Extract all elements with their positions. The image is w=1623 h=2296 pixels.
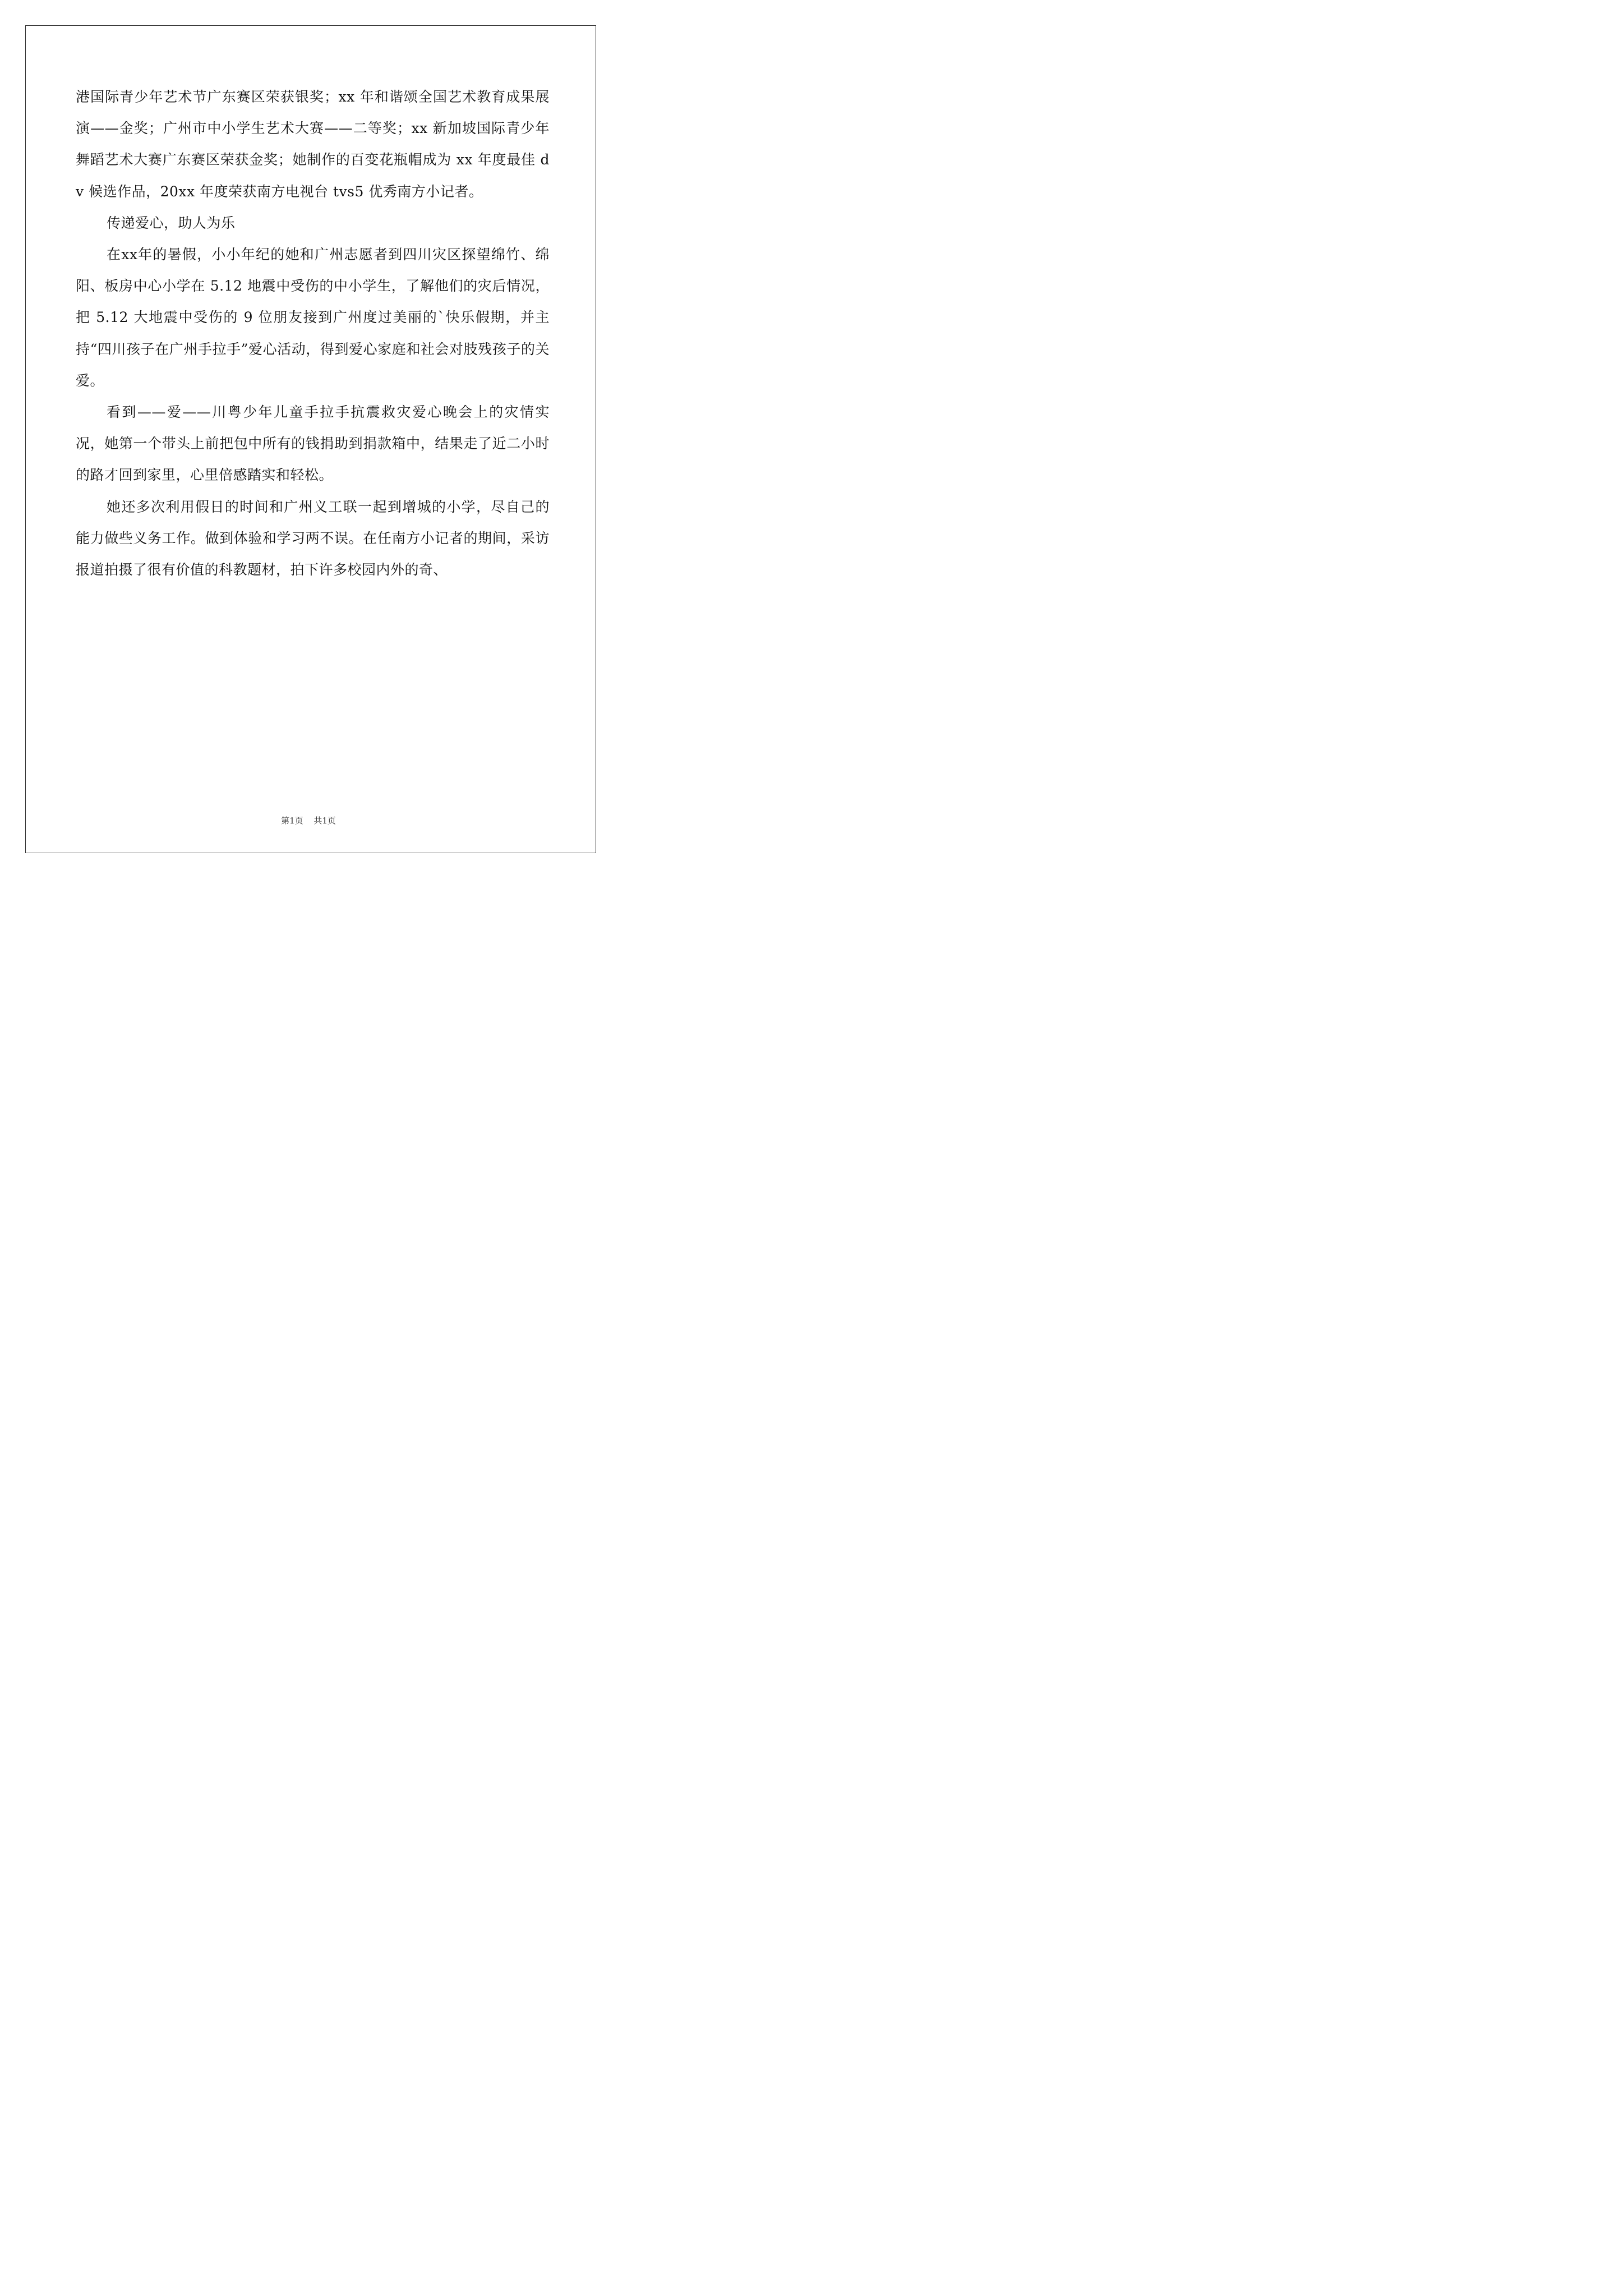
paragraph-sichuan-volunteering: 在xx年的暑假，小小年纪的她和广州志愿者到四川灾区探望绵竹、绵阳、板房中心小学在 5.12 地震中受伤的中小学生，了解他们的灾后情况，把 5.12 大地震中受伤的 9 位朋友接到广州度过美丽的`快乐假期，并主持“四川孩子在广州手拉手”爱心活动，得到爱心家庭和社会对肢残孩子的关爱。 [76, 246, 550, 389]
page-footer [0, 815, 617, 826]
paragraph-awards: 港国际青少年艺术节广东赛区荣获银奖；xx 年和谐颂全国艺术教育成果展演——金奖；广州市中小学生艺术大赛——二等奖；xx 新加坡国际青少年舞蹈艺术大赛广东赛区荣获金奖；她制作的百变花瓶帽成为 xx 年度最佳 dv 候选作品，20xx 年度荣获南方电视台 tvs5 优秀南方小记者。 [76, 89, 550, 200]
page-total: 共1页 [313, 816, 336, 826]
paragraph-volunteer-work: 她还多次利用假日的时间和广州义工联一起到增城的小学，尽自己的能力做些义务工作。做到体验和学习两不误。在任南方小记者的期间，采访报道拍摄了很有价值的科教题材，拍下许多校园内外的奇、 [76, 498, 550, 578]
section-heading: 传递爱心，助人为乐 [107, 214, 236, 231]
paragraph-donation: 看到——爱——川粤少年儿童手拉手抗震救灾爱心晚会上的灾情实况，她第一个带头上前把包中所有的钱捐助到捐款箱中，结果走了近二小时的路才回到家里，心里倍感踏实和轻松。 [76, 404, 550, 484]
page-number: 第1页 [281, 816, 303, 826]
document-body [76, 81, 550, 586]
